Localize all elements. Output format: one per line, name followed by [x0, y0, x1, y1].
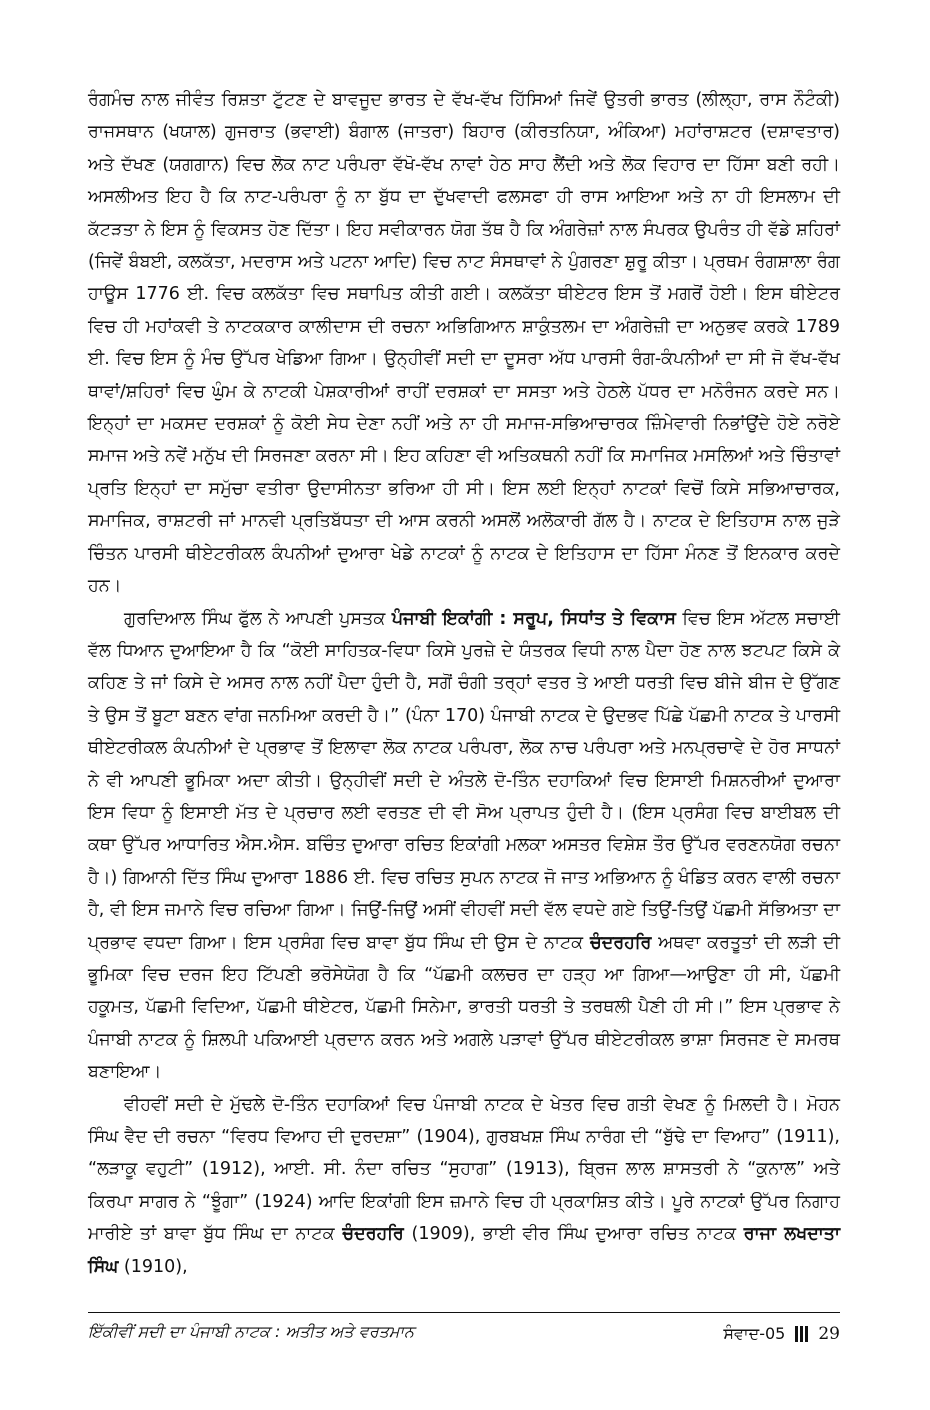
text-segment: (1909), ਭਾਈ ਵੀਰ ਸਿੰਘ ਦੁਆਰਾ ਰਚਿਤ ਨਾਟਕ [403, 1224, 744, 1245]
page-body [88, 84, 840, 1283]
play-title: ਰਾਜਾ ਲਖਦਾਤਾ ਸਿੰਘ [88, 1224, 840, 1277]
paragraph-1 [88, 84, 840, 603]
running-title: ਇੱਕੀਵੀਂ ਸਦੀ ਦਾ ਪੰਜਾਬੀ ਨਾਟਕ : ਅਤੀਤ ਅਤੇ ਵਰਤਮਾਨ [88, 1322, 414, 1341]
text-segment: (1910), [118, 1256, 188, 1277]
play-title: ਚੰਦਰਹਰਿ [589, 932, 652, 953]
page-number: 29 [818, 1324, 840, 1344]
footer-divider [88, 1312, 840, 1313]
play-title: ਚੰਦਰਹਰਿ [342, 1224, 404, 1245]
text-segment: ਵੀਹਵੀਂ ਸਦੀ ਦੇ ਮੁੱਢਲੇ ਦੋ-ਤਿੰਨ ਦਹਾਕਿਆਂ ਵਿਚ ਪੰਜਾਬੀ ਨਾਟਕ ਦੇ ਖੇਤਰ ਵਿਚ ਗਤੀ ਵੇਖਣ ਨੂੰ ਮਿਲਦੀ ਹੈ। ਮੋਹਨ ਸਿੰਘ ਵੈਦ ਦੀ ਰਚਨਾ “ਵਿਰਧ ਵਿਆਹ ਦੀ ਦੁਰਦਸ਼ਾ” (1904), ਗੁਰਬਖਸ਼ ਸਿੰਘ ਨਾਰੰਗ ਦੀ “ਬੁੱਢੇ ਦਾ ਵਿਆਹ” (1911), “ਲੜਾਕੂ ਵਹੁਟੀ” (1912), ਆਈ. ਸੀ. ਨੰਦਾ ਰਚਿਤ “ਸੁਹਾਗ” (1913), ਬ੍ਰਿਜ ਲਾਲ ਸ਼ਾਸਤਰੀ ਨੇ “ਕੁਨਾਲ” ਅਤੇ ਕਿਰਪਾ ਸਾਗਰ ਨੇ “ਝੂੰਗਾ” (1924) ਆਦਿ ਇਕਾਂਗੀ ਇਸ ਜ਼ਮਾਨੇ ਵਿਚ ਹੀ ਪ੍ਰਕਾਸ਼ਿਤ ਕੀਤੇ। ਪੂਰੇ ਨਾਟਕਾਂ ਉੱਪਰ ਨਿਗਾਹ ਮਾਰੀਏ ਤਾਂ ਬਾਵਾ ਬੁੱਧ ਸਿੰਘ ਦਾ ਨਾਟਕ [88, 1094, 840, 1245]
text-segment: ਰੰਗਮੰਚ ਨਾਲ ਜੀਵੰਤ ਰਿਸ਼ਤਾ ਟੁੱਟਣ ਦੇ ਬਾਵਜੂਦ ਭਾਰਤ ਦੇ ਵੱਖ-ਵੱਖ ਹਿੱਸਿਆਂ ਜਿਵੇਂ ਉਤਰੀ ਭਾਰਤ (ਲੀਲ੍ਹਾ, ਰਾਸ ਨੌਟੰਕੀ) ਰਾਜਸਥਾਨ (ਖਯਾਲ) ਗੁਜਰਾਤ (ਭਵਾਈ) ਬੰਗਾਲ (ਜਾਤਰਾ) ਬਿਹਾਰ (ਕੀਰਤਨਿਯਾ, ਅੰਕਿਆ) ਮਹਾਂਰਾਸ਼ਟਰ (ਦਸ਼ਾਵਤਾਰ) ਅਤੇ ਦੱਖਣ (ਯਗਗਾਨ) ਵਿਚ ਲੋਕ ਨਾਟ ਪਰੰਪਰਾ ਵੱਖੋ-ਵੱਖ ਨਾਵਾਂ ਹੇਠ ਸਾਹ ਲੈਂਦੀ ਅਤੇ ਲੋਕ ਵਿਹਾਰ ਦਾ ਹਿੱਸਾ ਬਣੀ ਰਹੀ। ਅਸਲੀਅਤ ਇਹ ਹੈ ਕਿ ਨਾਟ-ਪਰੰਪਰਾ ਨੂੰ ਨਾ ਬੁੱਧ ਦਾ ਦੁੱਖਵਾਦੀ ਫਲਸਫਾ ਹੀ ਰਾਸ ਆਇਆ ਅਤੇ ਨਾ ਹੀ ਇਸਲਾਮ ਦੀ ਕੱਟੜਤਾ ਨੇ ਇਸ ਨੂੰ ਵਿਕਸਤ ਹੋਣ ਦਿੱਤਾ। ਇਹ ਸਵੀਕਾਰਨ ਯੋਗ ਤੱਥ ਹੈ ਕਿ ਅੰਗਰੇਜ਼ਾਂ ਨਾਲ ਸੰਪਰਕ ਉਪਰੰਤ ਹੀ ਵੱਡੇ ਸ਼ਹਿਰਾਂ (ਜਿਵੇਂ ਬੰਬਈ, ਕਲਕੱਤਾ, ਮਦਰਾਸ ਅਤੇ ਪਟਨਾ ਆਦਿ) ਵਿਚ ਨਾਟ ਸੰਸਥਾਵਾਂ ਨੇ ਪੁੰਗਰਣਾ ਸ਼ੁਰੂ ਕੀਤਾ। ਪ੍ਰਥਮ ਰੰਗਸ਼ਾਲਾ ਰੰਗ ਹਾਊਸ 1776 ਈ. ਵਿਚ ਕਲਕੱਤਾ ਵਿਚ ਸਥਾਪਿਤ ਕੀਤੀ ਗਈ। ਕਲਕੱਤਾ ਥੀਏਟਰ ਇਸ ਤੋਂ ਮਗਰੋਂ ਹੋਈ। ਇਸ ਥੀਏਟਰ ਵਿਚ ਹੀ ਮਹਾਂਕਵੀ ਤੇ ਨਾਟਕਕਾਰ ਕਾਲੀਦਾਸ ਦੀ ਰਚਨਾ ਅਭਿਗਿਆਨ ਸ਼ਾਕੁੰਤਲਮ ਦਾ ਅੰਗਰੇਜ਼ੀ ਦਾ ਅਨੁਭਵ ਕਰਕੇ 1789 ਈ. ਵਿਚ ਇਸ ਨੂੰ ਮੰਚ ਉੱਪਰ ਖੇਡਿਆ ਗਿਆ। ਉਨ੍ਹੀਵੀਂ ਸਦੀ ਦਾ ਦੂਸਰਾ ਅੱਧ ਪਾਰਸੀ ਰੰਗ-ਕੰਪਨੀਆਂ ਦਾ ਸੀ ਜੋ ਵੱਖ-ਵੱਖ ਥਾਵਾਂ/ਸ਼ਹਿਰਾਂ ਵਿਚ ਘੁੰਮ ਕੇ ਨਾਟਕੀ ਪੇਸ਼ਕਾਰੀਆਂ ਰਾਹੀਂ ਦਰਸ਼ਕਾਂ ਦਾ ਸਸਤਾ ਅਤੇ ਹੇਠਲੇ ਪੱਧਰ ਦਾ ਮਨੋਰੰਜਨ ਕਰਦੇ ਸਨ। ਇਨ੍ਹਾਂ ਦਾ ਮਕਸਦ ਦਰਸ਼ਕਾਂ ਨੂੰ ਕੋਈ ਸੇਧ ਦੇਣਾ ਨਹੀਂ ਅਤੇ ਨਾ ਹੀ ਸਮਾਜ-ਸਭਿਆਚਾਰਕ ਜ਼ਿੰਮੇਵਾਰੀ ਨਿਭਾਂਉਂਦੇ ਹੋਏ ਨਰੋਏ ਸਮਾਜ ਅਤੇ ਨਵੇਂ ਮਨੁੱਖ ਦੀ ਸਿਰਜਣਾ ਕਰਨਾ ਸੀ। ਇਹ ਕਹਿਣਾ ਵੀ ਅਤਿਕਥਨੀ ਨਹੀਂ ਕਿ ਸਮਾਜਿਕ ਮਸਲਿਆਂ ਅਤੇ ਚਿੰਤਾਵਾਂ ਪ੍ਰਤਿ ਇਨ੍ਹਾਂ ਦਾ ਸਮੁੱਚਾ ਵਤੀਰਾ ਉਦਾਸੀਨਤਾ ਭਰਿਆ ਹੀ ਸੀ। ਇਸ ਲਈ ਇਨ੍ਹਾਂ ਨਾਟਕਾਂ ਵਿਚੋਂ ਕਿਸੇ ਸਭਿਆਚਾਰਕ, ਸਮਾਜਿਕ, ਰਾਸ਼ਟਰੀ ਜਾਂ ਮਾਨਵੀ ਪ੍ਰਤਿਬੱਧਤਾ ਦੀ ਆਸ ਕਰਨੀ ਅਸਲੋਂ ਅਲੋਕਾਰੀ ਗੱਲ ਹੈ। ਨਾਟਕ ਦੇ ਇਤਿਹਾਸ ਨਾਲ ਜੁੜੇ ਚਿੰਤਨ ਪਾਰਸੀ ਥੀਏਟਰੀਕਲ ਕੰਪਨੀਆਂ ਦੁਆਰਾ ਖੇਡੇ ਨਾਟਕਾਂ ਨੂੰ ਨਾਟਕ ਦੇ ਇਤਿਹਾਸ ਦਾ ਹਿੱਸਾ ਮੰਨਣ ਤੋਂ ਇਨਕਾਰ ਕਰਦੇ ਹਨ। [88, 90, 840, 597]
text-segment: ਅਥਵਾ ਕਰਤੂਤਾਂ ਦੀ ਲੜੀ ਦੀ ਭੂਮਿਕਾ ਵਿਚ ਦਰਜ ਇਹ ਟਿੱਪਣੀ ਭਰੋਸੇਯੋਗ ਹੈ ਕਿ “ਪੱਛਮੀ ਕਲਚਰ ਦਾ ਹੜ੍ਹ ਆ ਗਿਆ—ਆਉਣਾ ਹੀ ਸੀ, ਪੱਛਮੀ ਹਕੂਮਤ, ਪੱਛਮੀ ਵਿਦਿਆ, ਪੱਛਮੀ ਥੀਏਟਰ, ਪੱਛਮੀ ਸਿਨੇਮਾ, ਭਾਰਤੀ ਧਰਤੀ ਤੇ ਤਰਥਲੀ ਪੈਣੀ ਹੀ ਸੀ।” ਇਸ ਪ੍ਰਭਾਵ ਨੇ ਪੰਜਾਬੀ ਨਾਟਕ ਨੂੰ ਸ਼ਿਲਪੀ ਪਕਿਆਈ ਪ੍ਰਦਾਨ ਕਰਨ ਅਤੇ ਅਗਲੇ ਪੜਾਵਾਂ ਉੱਪਰ ਥੀਏਟਰੀਕਲ ਭਾਸ਼ਾ ਸਿਰਜਣ ਦੇ ਸਮਰਥ ਬਣਾਇਆ। [88, 932, 840, 1083]
page-footer [88, 1312, 840, 1362]
paragraph-3 [88, 1089, 840, 1283]
footer-meta [723, 1324, 840, 1344]
text-segment: ਗੁਰਦਿਆਲ ਸਿੰਘ ਫੁੱਲ ਨੇ ਆਪਣੀ ਪੁਸਤਕ [124, 608, 392, 629]
text-segment: ਵਿਚ ਇਸ ਅੱਟਲ ਸਚਾਈ ਵੱਲ ਧਿਆਨ ਦੁਆਇਆ ਹੈ ਕਿ “ਕੋਈ ਸਾਹਿਤਕ-ਵਿਧਾ ਕਿਸੇ ਪੁਰਜ਼ੇ ਦੇ ਯੰਤਰਕ ਵਿਧੀ ਨਾਲ ਪੈਦਾ ਹੋਣ ਨਾਲ ਝਟਪਟ ਕਿਸੇ ਕੇ ਕਹਿਣ ਤੇ ਜਾਂ ਕਿਸੇ ਦੇ ਅਸਰ ਨਾਲ ਨਹੀਂ ਪੈਦਾ ਹੁੰਦੀ ਹੈ, ਸਗੋਂ ਚੰਗੀ ਤਰ੍ਹਾਂ ਵਤਰ ਤੇ ਆਈ ਧਰਤੀ ਵਿਚ ਬੀਜੇ ਬੀਜ ਦੇ ਉੱਗਣ ਤੇ ਉਸ ਤੋਂ ਬੂਟਾ ਬਣਨ ਵਾਂਗ ਜਨਮਿਆ ਕਰਦੀ ਹੈ।” (ਪੰਨਾ 170) ਪੰਜਾਬੀ ਨਾਟਕ ਦੇ ਉਦਭਵ ਪਿੱਛੇ ਪੱਛਮੀ ਨਾਟਕ ਤੇ ਪਾਰਸੀ ਥੀਏਟਰੀਕਲ ਕੰਪਨੀਆਂ ਦੇ ਪ੍ਰਭਾਵ ਤੋਂ ਇਲਾਵਾ ਲੋਕ ਨਾਟਕ ਪਰੰਪਰਾ, ਲੋਕ ਨਾਚ ਪਰੰਪਰਾ ਅਤੇ ਮਨਪ੍ਰਚਾਵੇ ਦੇ ਹੋਰ ਸਾਧਨਾਂ ਨੇ ਵੀ ਆਪਣੀ ਭੂਮਿਕਾ ਅਦਾ ਕੀਤੀ। ਉਨ੍ਹੀਵੀਂ ਸਦੀ ਦੇ ਅੰਤਲੇ ਦੋ-ਤਿੰਨ ਦਹਾਕਿਆਂ ਵਿਚ ਇਸਾਈ ਮਿਸ਼ਨਰੀਆਂ ਦੁਆਰਾ ਇਸ ਵਿਧਾ ਨੂੰ ਇਸਾਈ ਮੱਤ ਦੇ ਪ੍ਰਚਾਰ ਲਈ ਵਰਤਣ ਦੀ ਵੀ ਸੋਅ ਪ੍ਰਾਪਤ ਹੁੰਦੀ ਹੈ। (ਇਸ ਪ੍ਰਸੰਗ ਵਿਚ ਬਾਈਬਲ ਦੀ ਕਥਾ ਉੱਪਰ ਆਧਾਰਿਤ ਐਸ.ਐਸ. ਬਚਿੰਤ ਦੁਆਰਾ ਰਚਿਤ ਇਕਾਂਗੀ ਮਲਕਾ ਅਸਤਰ ਵਿਸ਼ੇਸ਼ ਤੌਰ ਉੱਪਰ ਵਰਣਨਯੋਗ ਰਚਨਾ ਹੈ।) ਗਿਆਨੀ ਦਿੱਤ ਸਿੰਘ ਦੁਆਰਾ 1886 ਈ. ਵਿਚ ਰਚਿਤ ਸੁਪਨ ਨਾਟਕ ਜੋ ਜਾਤ ਅਭਿਆਨ ਨੂੰ ਖੰਡਿਤ ਕਰਨ ਵਾਲੀ ਰਚਨਾ ਹੈ, ਵੀ ਇਸ ਜਮਾਨੇ ਵਿਚ ਰਚਿਆ ਗਿਆ। ਜਿਉਂ-ਜਿਉਂ ਅਸੀਂ ਵੀਹਵੀਂ ਸਦੀ ਵੱਲ ਵਧਦੇ ਗਏ ਤਿਉਂ-ਤਿਉਂ ਪੱਛਮੀ ਸੱਭਿਅਤਾ ਦਾ ਪ੍ਰਭਾਵ ਵਧਦਾ ਗਿਆ। ਇਸ ਪ੍ਰਸੰਗ ਵਿਚ ਬਾਵਾ ਬੁੱਧ ਸਿੰਘ ਦੀ ਉਸ ਦੇ ਨਾਟਕ [88, 608, 840, 953]
bars-icon [795, 1326, 808, 1342]
book-title: ਪੰਜਾਬੀ ਇਕਾਂਗੀ : ਸਰੂਪ, ਸਿਧਾਂਤ ਤੇ ਵਿਕਾਸ [391, 608, 676, 629]
paragraph-2 [88, 603, 840, 1089]
journal-name: ਸੰਵਾਦ-05 [723, 1324, 786, 1343]
